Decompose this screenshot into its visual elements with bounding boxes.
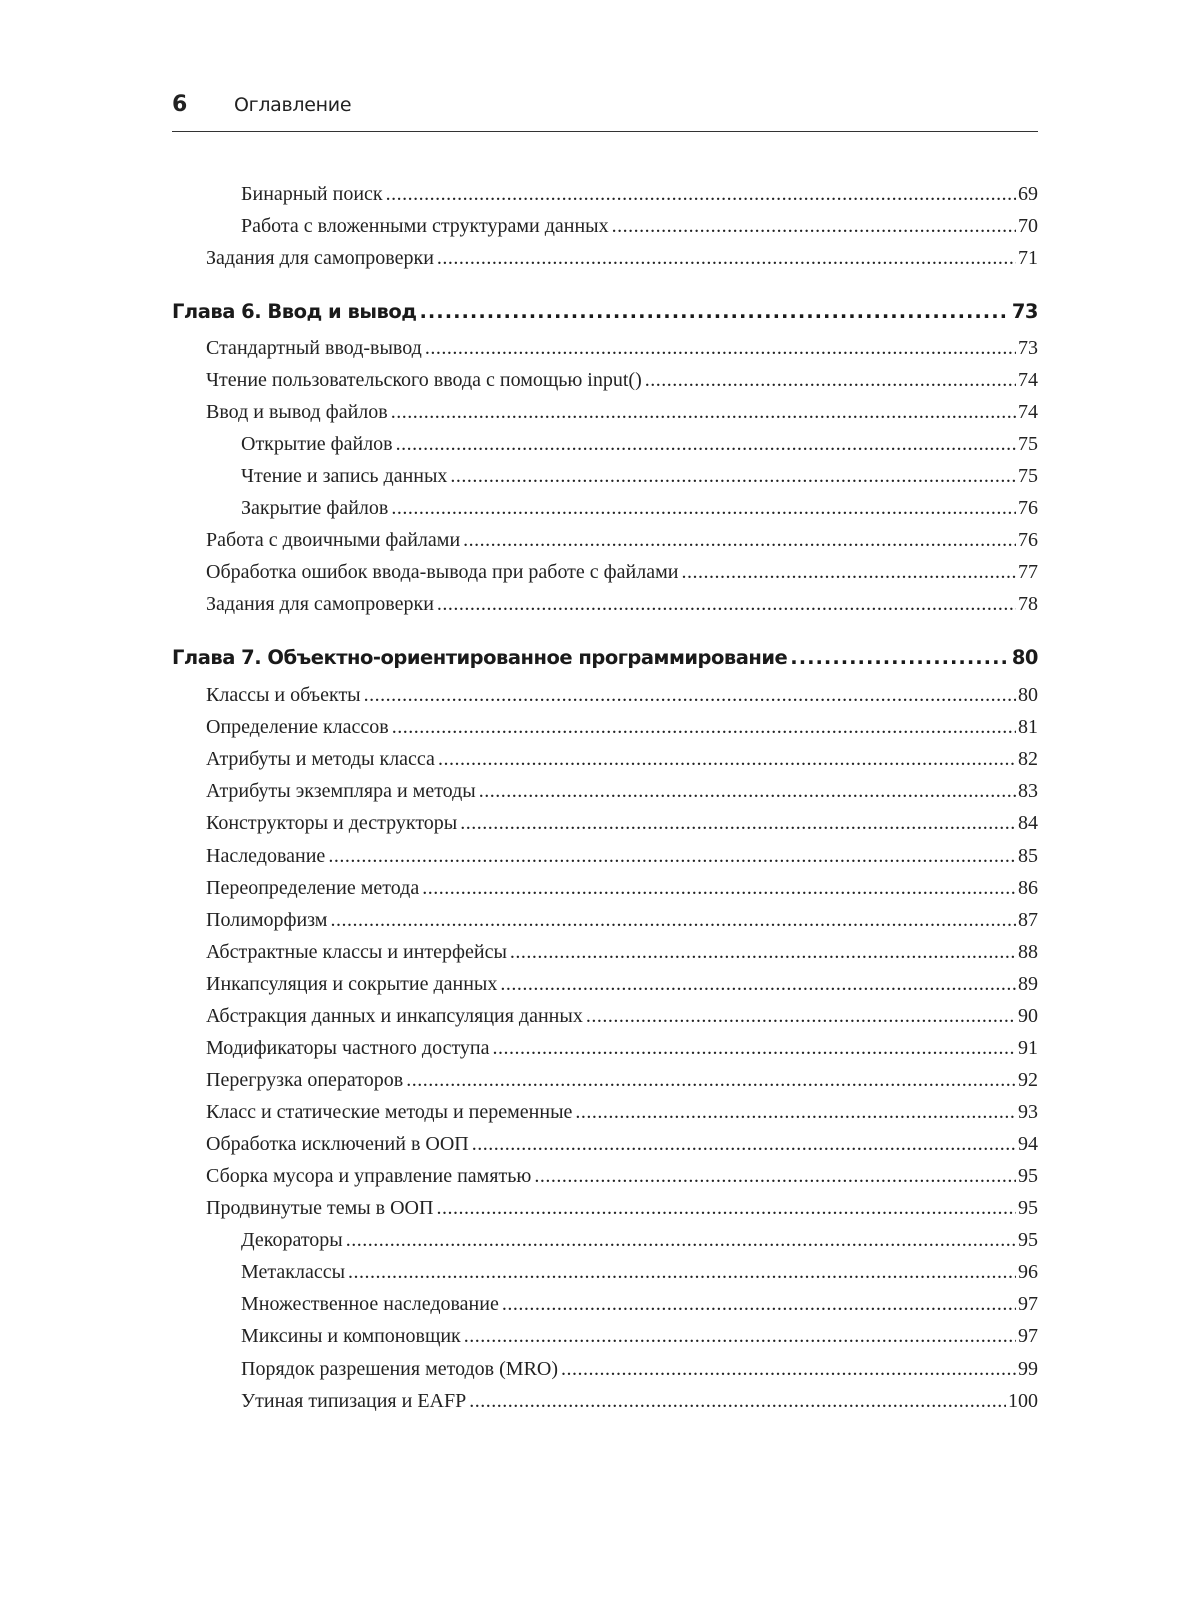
toc-dot-leader: [438, 748, 1016, 771]
toc-entry-page-number: 85: [1018, 845, 1038, 867]
running-title: Оглавление: [234, 94, 352, 116]
toc-entry-title: Утиная типизация и EAFP: [241, 1390, 467, 1412]
toc-entry-page-number: 73: [1011, 300, 1038, 323]
toc-entry-page-number: 71: [1018, 247, 1038, 269]
toc-dot-leader: [437, 247, 1016, 270]
toc-dot-leader: [500, 973, 1016, 996]
toc-entry-title: Глава 6. Ввод и вывод: [172, 300, 417, 323]
toc-entry: [241, 1358, 1038, 1390]
toc-entry-title: Чтение и запись данных: [241, 465, 448, 487]
toc-entry: [206, 529, 1038, 561]
toc-entry: [206, 593, 1038, 625]
toc-entry-page-number: 94: [1018, 1133, 1038, 1155]
toc-entry-title: Сборка мусора и управление памятью: [206, 1165, 532, 1187]
toc-entry-page-number: 86: [1018, 877, 1038, 899]
toc-dot-leader: [575, 1101, 1016, 1124]
toc-entry: [206, 845, 1038, 877]
toc-chapter-entry: [172, 646, 1038, 678]
toc-dot-leader: [437, 593, 1016, 616]
toc-entry: [241, 1229, 1038, 1261]
toc-entry: [241, 183, 1038, 215]
toc-entry-page-number: 83: [1018, 780, 1038, 802]
toc-entry-page-number: 78: [1018, 593, 1038, 615]
toc-dot-leader: [328, 845, 1016, 868]
toc-entry-title: Задания для самопроверки: [206, 593, 434, 615]
toc-entry-page-number: 73: [1018, 337, 1038, 359]
toc-dot-leader: [463, 529, 1016, 552]
toc-entry: [206, 973, 1038, 1005]
toc-entry-page-number: 92: [1018, 1069, 1038, 1091]
toc-entry: [206, 877, 1038, 909]
toc-entry-page-number: 81: [1018, 716, 1038, 738]
toc-dot-leader: [422, 877, 1016, 900]
toc-entry-page-number: 95: [1018, 1197, 1038, 1219]
toc-entry-page-number: 100: [1008, 1390, 1038, 1412]
toc-entry: [206, 247, 1038, 279]
toc-entry-page-number: 76: [1018, 529, 1038, 551]
toc-entry: [206, 716, 1038, 748]
toc-entry-page-number: 88: [1018, 941, 1038, 963]
toc-entry-page-number: 93: [1018, 1101, 1038, 1123]
toc-entry: [206, 684, 1038, 716]
toc-entry: [206, 1037, 1038, 1069]
toc-entry-title: Классы и объекты: [206, 684, 361, 706]
toc-dot-leader: [364, 684, 1016, 707]
toc-entry-page-number: 87: [1018, 909, 1038, 931]
toc-entry-title: Перегрузка операторов: [206, 1069, 404, 1091]
toc-entry-page-number: 74: [1018, 369, 1038, 391]
toc-dot-leader: [469, 1390, 1006, 1413]
toc-entry-title: Абстракция данных и инкапсуляция данных: [206, 1005, 583, 1027]
toc-dot-leader: [479, 780, 1016, 803]
toc-entry-title: Декораторы: [241, 1229, 343, 1251]
toc-entry-title: Порядок разрешения методов (MRO): [241, 1358, 559, 1380]
toc-entry: [241, 1293, 1038, 1325]
toc-dot-leader: [534, 1165, 1016, 1188]
toc-entry: [241, 497, 1038, 529]
toc-entry-title: Бинарный поиск: [241, 183, 383, 205]
toc-entry-title: Стандартный ввод-вывод: [206, 337, 422, 359]
toc-entry-title: Абстрактные классы и интерфейсы: [206, 941, 507, 963]
toc-entry-page-number: 95: [1018, 1165, 1038, 1187]
toc-dot-leader: [386, 183, 1016, 206]
toc-dot-leader: [464, 1325, 1016, 1348]
toc-dot-leader: [330, 909, 1016, 932]
toc-entry: [206, 780, 1038, 812]
toc-entry-title: Инкапсуляция и сокрытие данных: [206, 973, 498, 995]
toc-entry-page-number: 99: [1018, 1358, 1038, 1380]
page-number: 6: [172, 92, 188, 117]
toc-dot-leader: [790, 646, 1010, 669]
toc-entry-title: Задания для самопроверки: [206, 247, 434, 269]
toc-dot-leader: [502, 1293, 1016, 1316]
toc-entry-page-number: 97: [1018, 1293, 1038, 1315]
toc-entry-page-number: 74: [1018, 401, 1038, 423]
toc-entry-title: Ввод и вывод файлов: [206, 401, 388, 423]
toc-dot-leader: [391, 401, 1016, 424]
toc-entry: [241, 433, 1038, 465]
toc-dot-leader: [406, 1069, 1016, 1092]
toc-dot-leader: [472, 1133, 1016, 1156]
toc-dot-leader: [586, 1005, 1016, 1028]
toc-entry: [206, 748, 1038, 780]
toc-entry: [241, 215, 1038, 247]
toc-entry-title: Работа с вложенными структурами данных: [241, 215, 609, 237]
page-header: [172, 92, 1038, 132]
toc-entry-page-number: 89: [1018, 973, 1038, 995]
toc-entry-title: Определение классов: [206, 716, 389, 738]
toc-entry-title: Обработка исключений в ООП: [206, 1133, 469, 1155]
toc-entry-page-number: 77: [1018, 561, 1038, 583]
toc-entry-title: Модификаторы частного доступа: [206, 1037, 490, 1059]
toc-dot-leader: [419, 300, 1009, 323]
toc-entry: [206, 1165, 1038, 1197]
toc-dot-leader: [681, 561, 1016, 584]
toc-dot-leader: [460, 812, 1016, 835]
toc-entry-title: Атрибуты экземпляра и методы: [206, 780, 476, 802]
toc-entry-page-number: 97: [1018, 1325, 1038, 1347]
toc-entry-title: Переопределение метода: [206, 877, 420, 899]
toc-entry-page-number: 80: [1011, 646, 1038, 669]
toc-entry-page-number: 96: [1018, 1261, 1038, 1283]
toc-entry-title: Открытие файлов: [241, 433, 393, 455]
toc-entry-title: Миксины и компоновщик: [241, 1325, 461, 1347]
toc-entry-page-number: 90: [1018, 1005, 1038, 1027]
toc-entry-title: Метаклассы: [241, 1261, 346, 1283]
toc-dot-leader: [392, 716, 1016, 739]
toc-entry-title: Обработка ошибок ввода-вывода при работе с файлами: [206, 561, 679, 583]
toc-entry: [206, 337, 1038, 369]
toc-entry-page-number: 95: [1018, 1229, 1038, 1251]
toc-entry: [206, 401, 1038, 433]
toc-entry-title: Множественное наследование: [241, 1293, 499, 1315]
toc-entry-title: Закрытие файлов: [241, 497, 389, 519]
toc-dot-leader: [436, 1197, 1016, 1220]
toc-entry-page-number: 75: [1018, 465, 1038, 487]
toc-entry-page-number: 75: [1018, 433, 1038, 455]
toc-dot-leader: [348, 1261, 1016, 1284]
toc-entry-page-number: 91: [1018, 1037, 1038, 1059]
toc-entry: [206, 941, 1038, 973]
toc-dot-leader: [425, 337, 1016, 360]
toc-entry: [206, 812, 1038, 844]
toc-entry: [241, 465, 1038, 497]
toc-entry: [206, 1101, 1038, 1133]
toc-entry: [206, 1005, 1038, 1037]
toc-dot-leader: [346, 1229, 1016, 1252]
toc-dot-leader: [396, 433, 1016, 456]
toc-entry-title: Наследование: [206, 845, 326, 867]
toc-dot-leader: [450, 465, 1016, 488]
toc-entry-title: Конструкторы и деструкторы: [206, 812, 458, 834]
toc-entry-title: Полиморфизм: [206, 909, 328, 931]
toc-entry: [241, 1325, 1038, 1357]
toc-dot-leader: [493, 1037, 1016, 1060]
toc-entry: [241, 1261, 1038, 1293]
toc-entry-title: Чтение пользовательского ввода с помощью input(): [206, 369, 642, 391]
toc-entry-title: Атрибуты и методы класса: [206, 748, 435, 770]
toc-entry-page-number: 80: [1018, 684, 1038, 706]
toc-dot-leader: [510, 941, 1016, 964]
toc-entry: [206, 1069, 1038, 1101]
toc-entry: [206, 561, 1038, 593]
toc-dot-leader: [612, 215, 1016, 238]
toc-entry-title: Работа с двоичными файлами: [206, 529, 461, 551]
toc-dot-leader: [391, 497, 1016, 520]
toc-chapter-entry: [172, 300, 1038, 332]
toc-entry-title: Глава 7. Объектно-ориентированное программирование: [172, 646, 788, 669]
toc-entry: [206, 1197, 1038, 1229]
toc-entry: [206, 909, 1038, 941]
header-rule: [172, 131, 1038, 132]
toc-entry-title: Класс и статические методы и переменные: [206, 1101, 573, 1123]
toc-dot-leader: [645, 369, 1016, 392]
toc-entry: [206, 369, 1038, 401]
toc-entry-page-number: 76: [1018, 497, 1038, 519]
toc-entry-page-number: 70: [1018, 215, 1038, 237]
toc-entry-title: Продвинутые темы в ООП: [206, 1197, 434, 1219]
toc-entry: [241, 1390, 1038, 1422]
toc-entry: [206, 1133, 1038, 1165]
toc-entry-page-number: 82: [1018, 748, 1038, 770]
toc-entry-page-number: 69: [1018, 183, 1038, 205]
toc-entry-page-number: 84: [1018, 812, 1038, 834]
toc-dot-leader: [561, 1358, 1016, 1381]
